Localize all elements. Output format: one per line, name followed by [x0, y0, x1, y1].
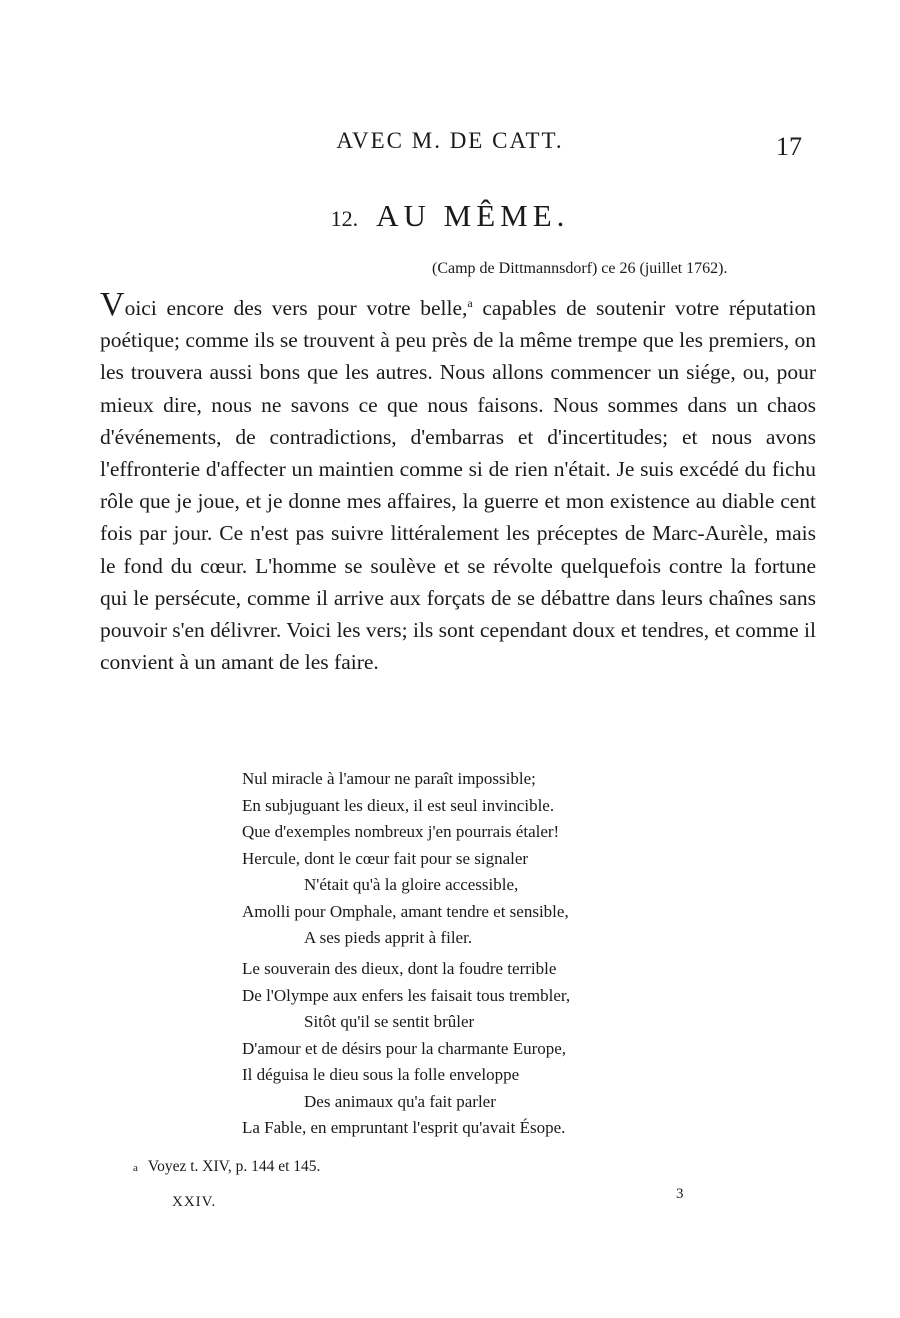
letter-heading: AU MÊME. — [376, 198, 570, 233]
page-number: 17 — [776, 132, 802, 161]
volume-signature: XXIV. — [172, 1194, 217, 1210]
letter-dateline: (Camp de Dittmannsdorf) ce 26 (juillet 1762). — [432, 260, 728, 277]
poem-line: Que d'exemples nombreux j'en pourrais étaler! — [242, 822, 560, 841]
poem-line: De l'Olympe aux enfers les faisait tous trembler, — [242, 985, 571, 1005]
poem-line: Le souverain des dieux, dont la foudre terrible — [242, 959, 557, 978]
letter-title — [0, 198, 900, 234]
footnote-reference: a — [467, 295, 473, 310]
poem-line: A ses pieds apprit à filer. — [304, 928, 473, 947]
poem-stanza-1 — [242, 766, 569, 952]
letter-body — [100, 286, 817, 678]
poem-line: Amolli pour Omphale, amant tendre et sensible, — [242, 901, 569, 921]
body-text-start: oici encore des vers pour votre belle, — [124, 296, 468, 320]
footnote-text: Voyez t. XIV, p. 144 et 145. — [147, 1158, 321, 1175]
sheet-number: 3 — [676, 1186, 684, 1202]
running-head-title: AVEC M. DE CATT. — [336, 128, 564, 153]
poem-line: Il déguisa le dieu sous la folle enveloppe — [242, 1065, 520, 1084]
initial-letter: V — [100, 286, 125, 323]
poem-line: Nul miracle à l'amour ne paraît impossible; — [242, 769, 536, 788]
poem-line: N'était qu'à la gloire accessible, — [304, 875, 519, 894]
footnote — [133, 1158, 320, 1176]
poem-line: En subjuguant les dieux, il est seul invincible. — [242, 795, 555, 815]
footnote-marker: a — [133, 1162, 138, 1174]
poem-stanza-2 — [242, 956, 570, 1142]
letter-number: 12. — [330, 206, 359, 231]
poem-line: La Fable, en empruntant l'esprit qu'avait Ésope. — [242, 1118, 566, 1137]
poem-line: Hercule, dont le cœur fait pour se signaler — [242, 848, 529, 868]
poem-line: D'amour et de désirs pour la charmante Europe, — [242, 1038, 567, 1058]
body-text-rest: capables de soutenir votre réputation poétique; comme ils se trouvent à peu près de la même trempe que les premiers, on les trouvera aussi bons que les autres. Nous allons commencer un siége, ou, pour mieux dire, nous ne savons ce que nous faisons. Nous sommes dans un chaos d'événements, de contradictions, d'embarras et d'incertitudes; et nous avons l'effronterie d'affecter un maintien comme si de rien n'était. Je suis excédé du fichu rôle que je joue, et je donne mes affaires, la guerre et mon existence au diable cent fois par jour. Ce n'est pas suivre littéralement les préceptes de Marc-Aurèle, mais le fond du cœur. L'homme se soulève et se révolte quelquefois contre la fortune qui le persécute, comme il arrive aux forçats de se débattre dans leurs chaînes sans pouvoir s'en délivrer. Voici les vers; ils sont cependant doux et tendres, et comme il convient à un amant de les faire. — [100, 296, 817, 675]
poem-line: Sitôt qu'il se sentit brûler — [304, 1012, 475, 1031]
poem-line: Des animaux qu'a fait parler — [304, 1091, 496, 1111]
